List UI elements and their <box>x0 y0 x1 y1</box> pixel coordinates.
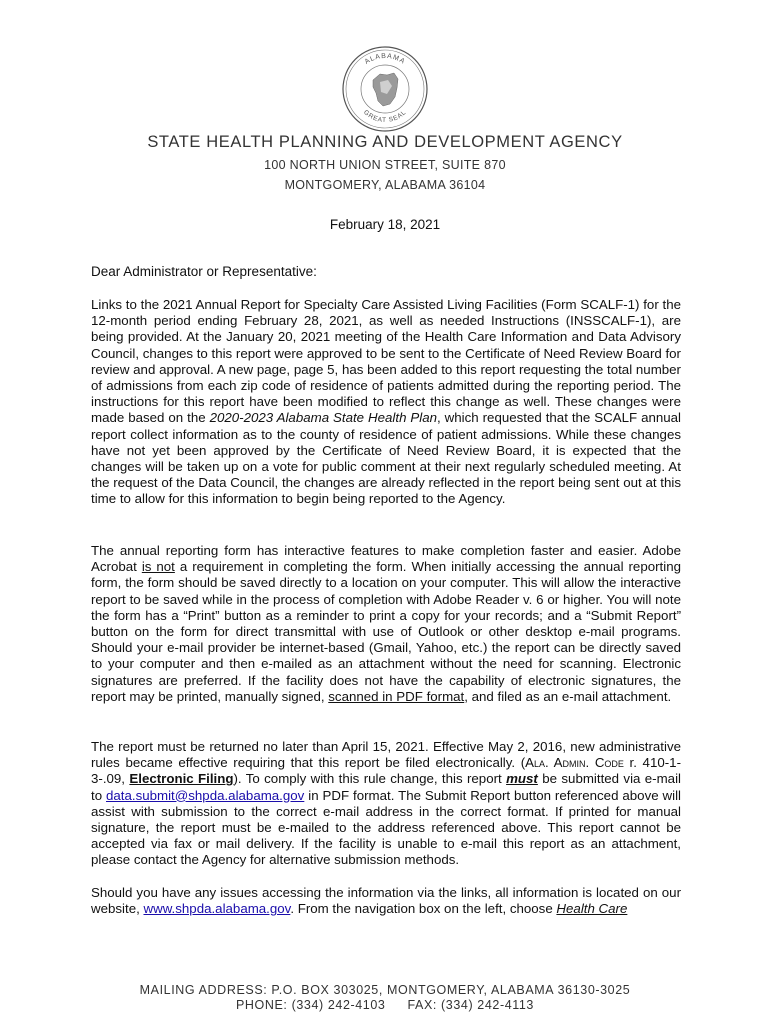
contact-numbers <box>0 998 770 1012</box>
svg-text:ALABAMA <box>364 53 407 66</box>
phone-number: PHONE: (334) 242-4103 <box>235 998 386 1012</box>
mailing-address: MAILING ADDRESS: P.O. BOX 303025, MONTGOMERY, ALABAMA 36130-3025 <box>139 983 631 997</box>
paragraph-report-links: Links to the 2021 Annual Report for Specialty Care Assisted Living Facilities (Form SCALF-1) for the 12-month period ending February 28, 2021, as well as needed Instructions (INSSCALF-1), are being provided. At the January 20, 2021 meeting of the Health Care Information and Data Advisory Council, changes to this report were approved to be sent to the Certificate of Need Review Board for review and approval. A new page, page 5, has been added to this report requesting the total number of admissions from each zip code of residence of patients admitted during the reporting period. The instructions for this report have been modified to reflect this change as well. These changes were made based on the 2020-2023 Alabama State Health Plan, which requested that the SCALF annual report collect information as to the county of residence of patient admissions. While these changes have not yet been approved by the Certificate of Need Review Board, it is expected that the changes will be taken up on a vote for public comment at their next regularly scheduled meeting. At the request of the Data Council, the changes are already reflected in the report being sent out at this time to allow for this information to begin being reported to the Agency. <box>91 297 681 507</box>
city-address: MONTGOMERY, ALABAMA 36104 <box>284 178 486 192</box>
is-not-emphasis: is not <box>141 559 175 575</box>
alabama-great-seal <box>340 44 430 134</box>
paragraph-interactive-form: The annual reporting form has interactive features to make completion faster and easier. Adobe Acrobat is not a requirement in completing the form. When initially accessing the annual reporting form, the form should be saved directly to a location on your computer. This will allow the interactive report to be saved while in the process of completion with Adobe Reader v. 6 or higher. You will note the form has a “Print” button as a reminder to print a copy for your records; and a “Submit Report” button on the form for direct transmittal with use of Outlook or other desktop e-mail programs. Should your e-mail provider be internet-based (Gmail, Yahoo, etc.) the report can be directly saved to your computer and then e-mailed as an attachment without the need for scanning. Electronic signatures are preferred. If the facility does not have the capability of electronic signatures, the report may be printed, manually signed, scanned in PDF format, and filed as an e-mail attachment. <box>91 543 681 704</box>
state-health-plan-title: 2020-2023 Alabama State Health Plan <box>209 410 438 426</box>
seal-top-text: ALABAMA <box>363 52 407 66</box>
health-care-nav-reference: Health Care <box>556 901 628 917</box>
website-link[interactable]: www.shpda.alabama.gov <box>143 901 291 917</box>
paragraph-website: Should you have any issues accessing the information via the links, all information is located on our website, www.shpda.alabama.gov. From the navigation box on the left, choose Health Care <box>91 885 681 917</box>
letter-date: February 18, 2021 <box>329 217 441 232</box>
street-address: 100 NORTH UNION STREET, SUITE 870 <box>264 158 506 172</box>
salutation: Dear Administrator or Representative: <box>91 264 317 279</box>
must-emphasis: must <box>506 771 538 787</box>
svg-text:GREAT SEAL <box>362 109 408 124</box>
scanned-pdf-emphasis: scanned in PDF format <box>328 688 465 704</box>
paragraph-submission-rules: The report must be returned no later than April 15, 2021. Effective May 2, 2016, new administrative rules became effective requiring that this report be filed electronically. (Ala. Admin. Code r. 410-1-3-.09, Electronic Filing). To comply with this rule change, this report must be submitted via e-mail to data.submit@shpda.alabama.gov in PDF format. The Submit Report button referenced above will assist with submission to the correct e-mail address in the correct format. If printed for manual signature, the report must be e-mailed to the address referenced above. This report cannot be accepted via fax or mail delivery. If the facility is unable to e-mail this report as an attachment, please contact the Agency for alternative submission methods. <box>91 739 681 868</box>
submit-email-link[interactable]: data.submit@shpda.alabama.gov <box>106 787 305 803</box>
code-reference: Ala. Admin. Code <box>525 755 624 771</box>
seal-bottom-text: GREAT SEAL <box>362 108 408 125</box>
fax-number: FAX: (334) 242-4113 <box>407 998 534 1012</box>
agency-name: STATE HEALTH PLANNING AND DEVELOPMENT AGENCY <box>147 133 623 151</box>
electronic-filing-rule: Electronic Filing <box>129 771 234 787</box>
